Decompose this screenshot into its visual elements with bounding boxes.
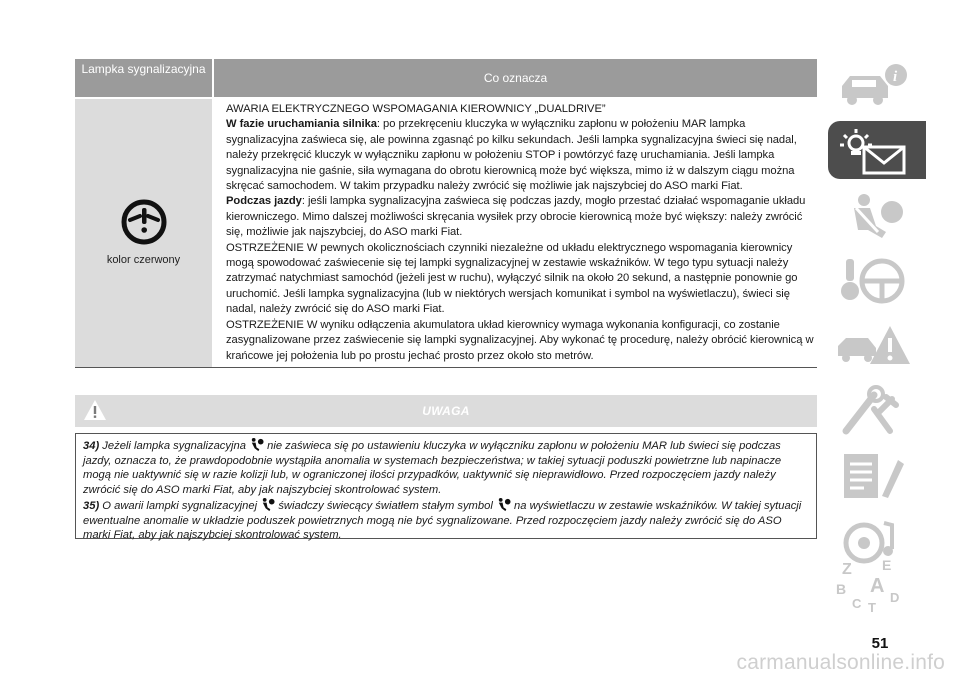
key-steering-wheel-icon <box>834 255 914 307</box>
note-number: 35) <box>83 500 100 512</box>
column-header-warning-light: Lampka sygnalizacyjna <box>75 59 212 97</box>
meaning-text <box>226 102 816 364</box>
sidebar-item-maintenance[interactable] <box>828 381 926 439</box>
sidebar-item-car-info[interactable] <box>828 56 926 114</box>
paragraph-warning-circumstances: OSTRZEŻENIE W pewnych okolicznościach czynniki niezależne od układu elektrycznego wspomagania kierownicy mogą spowodować zaświecenie się tej lampki sygnalizacyjnej w zestawie wskaźników. W tego typu sytuacji należy zatrzymać natychmiast samochód (jeżeli jest w ruchu), wyłączyć silnik na około 20 sekund, a następnie ponownie go uruchomić. Jeśli lampka sygnalizacyjna (lub w niektórych wersjach komunikat i symbol na wyświetlaczu), świeci się nadal, należy zwrócić się do ASO marki Fiat. <box>226 241 798 316</box>
note-text-end: na wyświetlaczu w zestawie wskaźników. W takiej sytuacji ewentualne anomalie w układzie poduszek powietrznych mogą nie być sygnalizowane. Przed rozpoczęciem jazdy należy zwrócić się do ASO marki Fiat, aby jak najszybciej skontrolować system. <box>83 500 802 541</box>
paragraph-engine-start-text: : po przekręceniu kluczyka w wyłączniku zapłonu w położeniu MAR lampka sygnalizacyjna zaświeca się, ale powinna zgasnąć po kilku sekundach. Jeśli lampka sygnalizacyjna świeci się nadal, należy przekręcić kluczyk w wyłączniku zapłonu w położeniu STOP i powtórzyć fazę uruchamiania. Jeśli lampka sygnalizacyjna nie gaśnie, siła wymagana do obrotu kierownicą może być większa, mimo iż w dalszym ciągu można skręcać samochodem. W takim przypadku należy zwrócić się możliwie jak najszybciej do ASO marki Fiat. <box>226 118 797 193</box>
note-text: O awarii lampki sygnalizacyjnej <box>102 500 258 512</box>
caution-note-35 <box>83 497 810 543</box>
caution-header <box>75 395 817 427</box>
light-color-label: kolor czerwony <box>106 254 181 266</box>
watermark: carmanualsonline.info <box>736 651 945 674</box>
svg-text:i: i <box>893 69 898 85</box>
paragraph-engine-start-heading: W fazie uruchamiania silnika <box>226 118 377 131</box>
alphabet-index-icon <box>834 556 914 616</box>
seatbelt-airbag-icon <box>834 190 914 242</box>
sidebar-item-warning-lights[interactable] <box>828 121 926 179</box>
fault-title: AWARIA ELEKTRYCZNEGO WSPOMAGANIA KIEROWNICY „DUALDRIVE” <box>226 103 606 115</box>
sidebar-item-safety[interactable] <box>828 186 926 244</box>
paragraph-driving-text: : jeśli lampka sygnalizacyjna zaświeca się podczas jazdy, mogło przestać działać wspomaganie układu kierowniczego. Mimo dalszej możliwości skręcania wysiłek przy obrocie kierownicą może być większy: należy zwrócić się, możliwie jak najszybciej, do ASO marki Fiat. <box>226 195 806 239</box>
table-bottom-rule <box>75 367 817 368</box>
steering-warning-icon <box>118 196 170 248</box>
note-number: 34) <box>83 440 100 452</box>
paragraph-driving <box>226 194 816 240</box>
note-text-cont: nie zaświeca się po ustawieniu kluczyka w wyłączniku zapłonu w położeniu MAR lub świeci się podczas jazdy, oznacza to, że prawdopodobnie wystąpiła anomalia w systemach bezpieczeństwa; w takiej sytuacji poduszki powietrzne lub napinacze mogą nie uaktywnić się w razie kolizji lub, w ograniczonej ilości przypadków, uaktywnić się nieprawidłowo. Przed rozpoczęciem jazdy należy zwrócić się do ASO marki Fiat, aby jak najszybciej skontrolować system. <box>83 440 782 496</box>
note-text: Jeżeli lampka sygnalizacyjna <box>102 440 246 452</box>
svg-text:T: T <box>868 600 876 615</box>
svg-text:B: B <box>836 581 847 597</box>
column-header-meaning: Co oznacza <box>214 59 817 97</box>
meaning-cell <box>214 99 817 367</box>
sidebar-item-emergency[interactable] <box>828 316 926 374</box>
svg-text:Z: Z <box>842 561 852 578</box>
airbag-warning-icon <box>249 437 264 452</box>
caution-title: UWAGA <box>422 404 470 418</box>
airbag-warning-icon <box>496 497 511 512</box>
svg-text:A: A <box>870 575 885 597</box>
svg-text:D: D <box>890 590 900 605</box>
car-crash-warning-icon <box>834 320 914 372</box>
car-info-icon <box>834 60 914 112</box>
sidebar-item-starting-driving[interactable] <box>828 251 926 309</box>
sidebar-item-index[interactable] <box>828 552 926 615</box>
data-sheet-icon <box>834 450 914 502</box>
maintenance-tools-icon <box>834 385 914 437</box>
note-text-cont: świadczy świecący światłem stałym symbol <box>278 500 493 512</box>
warning-light-envelope-icon <box>834 125 914 177</box>
paragraph-engine-start <box>226 117 816 194</box>
paragraph-warning-battery: OSTRZEŻENIE W wyniku odłączenia akumulatora układ kierownicy wymaga wykonania konfiguracji, co zostanie zasygnalizowane przez zaświecenie się lampki sygnalizacyjnej. Aby wykonać tę procedurę, należy obrócić kierownicą w krańcowe jej położenia lub po prostu jechać prosto przez około sto metrów. <box>226 318 814 362</box>
caution-body <box>75 433 817 539</box>
airbag-warning-icon <box>260 497 275 512</box>
paragraph-driving-heading: Podczas jazdy <box>226 195 302 208</box>
warning-light-cell <box>75 99 212 367</box>
svg-text:C: C <box>852 596 862 611</box>
sidebar-item-technical-data[interactable] <box>828 446 926 504</box>
svg-text:E: E <box>882 557 892 573</box>
page-number: 51 <box>871 635 889 652</box>
caution-note-34 <box>83 437 810 497</box>
